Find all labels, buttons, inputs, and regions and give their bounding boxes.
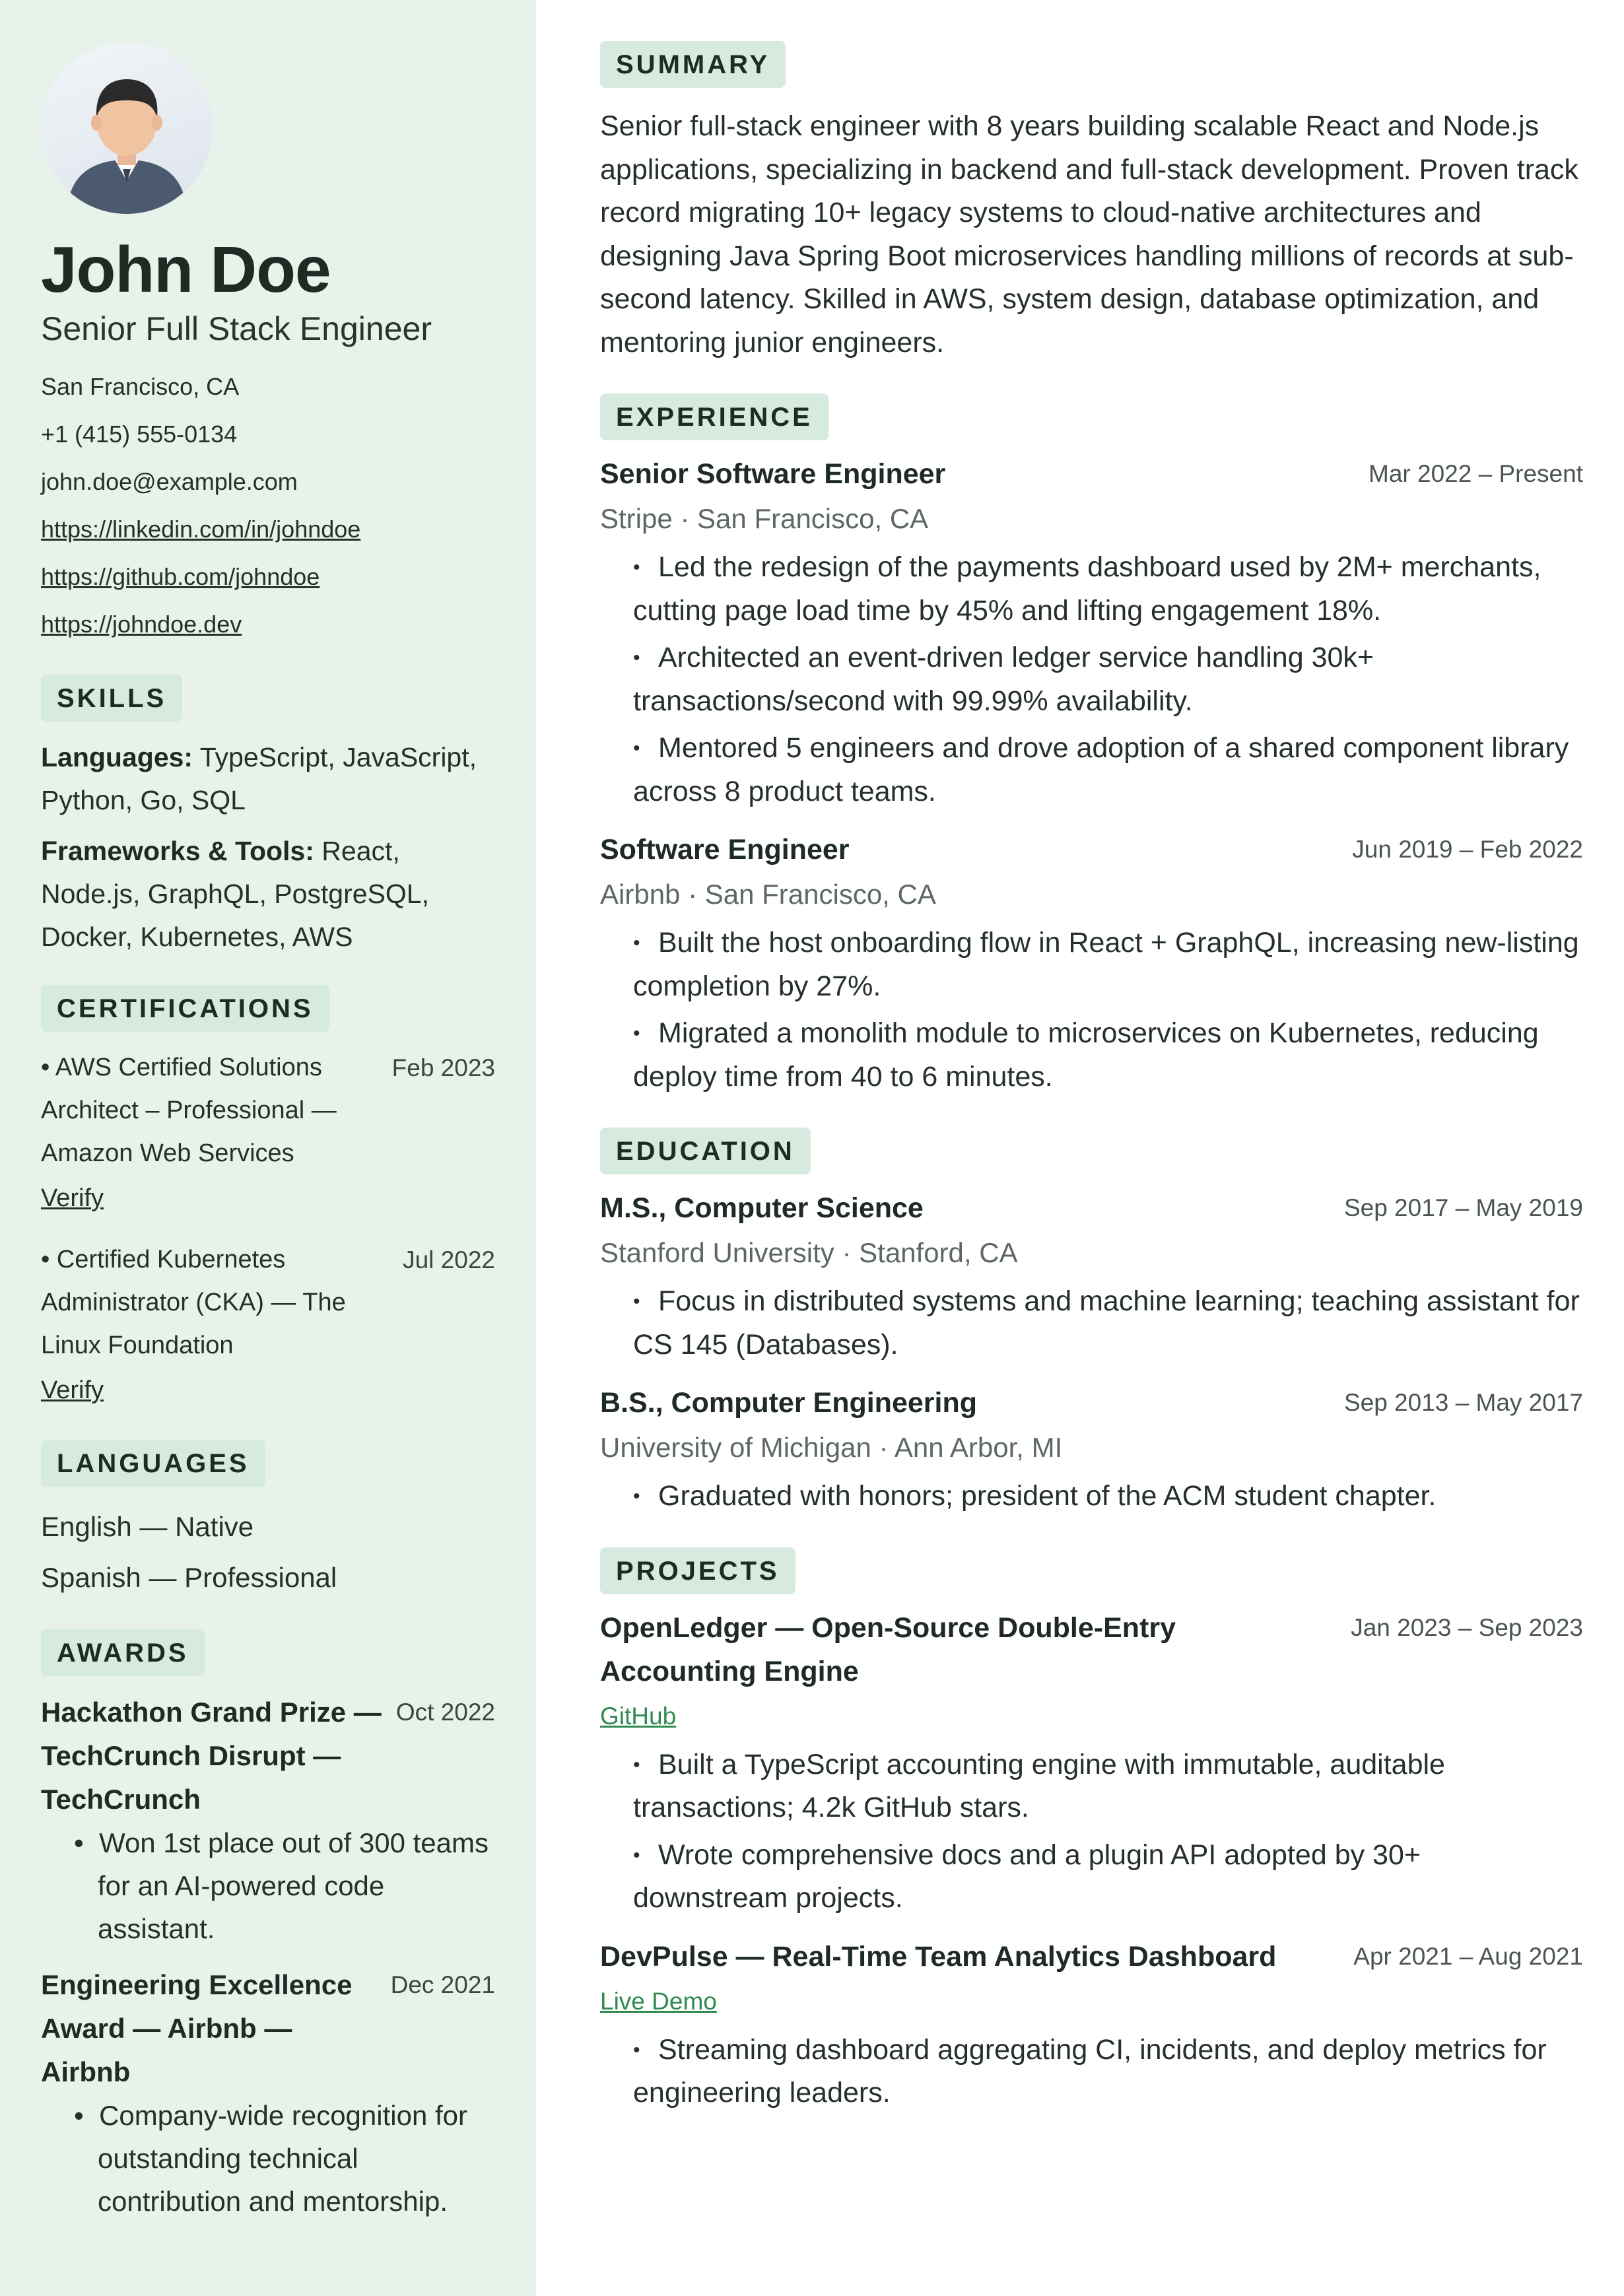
avatar xyxy=(41,42,213,214)
section-heading: EXPERIENCE xyxy=(600,393,829,440)
section-heading: SUMMARY xyxy=(600,41,786,88)
person-name: John Doe xyxy=(41,233,331,306)
certification-item xyxy=(41,1046,495,1221)
bullet-glyph: • xyxy=(633,1485,640,1507)
language-item: English — Native xyxy=(41,1510,254,1542)
bullet-glyph: • xyxy=(74,2099,84,2131)
bullet-list xyxy=(600,1743,1583,1920)
certification-date: Feb 2023 xyxy=(391,1054,495,1081)
date-range: Sep 2017 – May 2019 xyxy=(1343,1194,1583,1221)
award-bullet xyxy=(41,2094,495,2223)
job-role: Software Engineer xyxy=(600,834,850,865)
verify-link[interactable]: Verify xyxy=(41,1376,104,1404)
skill-group-label: Languages: xyxy=(41,741,193,772)
date-range: Jun 2019 – Feb 2022 xyxy=(1352,836,1583,863)
award-bullet xyxy=(41,1821,495,1950)
bullet-item xyxy=(600,1834,1583,1920)
bullet-item xyxy=(600,546,1583,632)
company: Stripe · San Francisco, CA xyxy=(600,503,929,534)
bullet-text: Led the redesign of the payments dashboard used by 2M+ merchants, cutting page load time by 45% and lifting engagement 18%. xyxy=(633,551,1541,626)
project-item xyxy=(600,1606,1583,1920)
section-heading: CERTIFICATIONS xyxy=(41,985,329,1032)
bullet-list xyxy=(600,922,1583,1098)
bullet-list xyxy=(600,1280,1583,1367)
education-item xyxy=(600,1186,1583,1367)
skill-group-value: TypeScript, JavaScript, Python, Go, SQL xyxy=(41,741,477,815)
bullet-text: Focus in distributed systems and machine learning; teaching assistant for CS 145 (Databases). xyxy=(633,1285,1580,1361)
bullet-list xyxy=(600,2029,1583,2115)
verify-link[interactable]: Verify xyxy=(41,1184,104,1212)
section-heading: EDUCATION xyxy=(600,1128,811,1174)
bullet-item xyxy=(600,1012,1583,1098)
section-heading: SKILLS xyxy=(41,675,182,722)
date-range: Apr 2021 – Aug 2021 xyxy=(1353,1942,1583,1970)
school: Stanford University · Stanford, CA xyxy=(600,1237,1018,1268)
bullet-text: Streaming dashboard aggregating CI, incidents, and deploy metrics for engineering leaders. xyxy=(633,2033,1547,2109)
github-link[interactable]: https://github.com/johndoe xyxy=(41,562,320,590)
bullet-glyph: • xyxy=(633,2039,640,2061)
main-content xyxy=(536,0,1624,2296)
certification-name: • Certified Kubernetes Administrator (CKA) — The Linux Foundation xyxy=(41,1245,346,1359)
award-date: Oct 2022 xyxy=(395,1698,495,1726)
project-title: DevPulse — Real-Time Team Analytics Dashboard xyxy=(600,1940,1277,1973)
education-item xyxy=(600,1381,1583,1518)
bullet-list xyxy=(600,546,1583,813)
award-description: Won 1st place out of 300 teams for an AI-powered code assistant. xyxy=(98,1827,489,1944)
certifications-section xyxy=(41,985,495,1413)
bullet-glyph: • xyxy=(633,647,640,669)
section-heading: AWARDS xyxy=(41,1629,205,1676)
bullet-glyph: • xyxy=(633,1291,640,1312)
avatar-person-icon xyxy=(41,42,213,214)
live-demo-link[interactable]: Live Demo xyxy=(600,1987,717,2015)
experience-item xyxy=(600,452,1583,813)
bullet-glyph: • xyxy=(633,1753,640,1776)
languages-section xyxy=(41,1440,495,1603)
sidebar xyxy=(0,0,536,2296)
bullet-text: Mentored 5 engineers and drove adoption of a shared component library across 8 product teams. xyxy=(633,732,1569,807)
summary-text: Senior full-stack engineer with 8 years building scalable React and Node.js applications, specializing in backend and full-stack development. Proven track record migrating 10+ legacy systems to cloud-native architectures and designing Java Spring Boot microservices handling millions of records at sub-second latency. Skilled in AWS, system design, database optimization, and mentoring junior engineers. xyxy=(600,110,1578,358)
bullet-text: Built a TypeScript accounting engine with immutable, auditable transactions; 4.2k GitHub stars. xyxy=(633,1748,1445,1823)
bullet-glyph: • xyxy=(633,1023,640,1044)
bullet-glyph: • xyxy=(74,1827,84,1858)
bullet-text: Migrated a monolith module to microservices on Kubernetes, reducing deploy time from 40 to 6 minutes. xyxy=(633,1017,1539,1093)
company: Airbnb · San Francisco, CA xyxy=(600,879,936,910)
bullet-item xyxy=(600,1475,1583,1518)
language-item: Spanish — Professional xyxy=(41,1561,337,1593)
award-item xyxy=(41,1963,495,2223)
summary-section xyxy=(600,41,1583,364)
website-link[interactable]: https://johndoe.dev xyxy=(41,610,242,638)
job-role: Senior Software Engineer xyxy=(600,458,946,490)
skill-group xyxy=(41,736,495,822)
experience-item xyxy=(600,828,1583,1098)
degree: M.S., Computer Science xyxy=(600,1192,924,1224)
linkedin-link[interactable]: https://linkedin.com/in/johndoe xyxy=(41,515,361,543)
bullet-text: Built the host onboarding flow in React + GraphQL, increasing new-listing completion by 27%. xyxy=(633,927,1579,1002)
bullet-list xyxy=(600,1475,1583,1518)
phone: +1 (415) 555-0134 xyxy=(41,420,238,448)
bullet-glyph: • xyxy=(633,737,640,759)
bullet-item xyxy=(600,2029,1583,2115)
skill-group-value: React, Node.js, GraphQL, PostgreSQL, Docker, Kubernetes, AWS xyxy=(41,835,429,952)
bullet-text: Architected an event-driven ledger service handling 30k+ transactions/second with 99.99% availability. xyxy=(633,642,1374,717)
bullet-glyph: • xyxy=(633,932,640,954)
certification-date: Jul 2022 xyxy=(403,1246,495,1273)
certification-item xyxy=(41,1238,495,1413)
bullet-item xyxy=(600,636,1583,723)
degree: B.S., Computer Engineering xyxy=(600,1387,977,1419)
bullet-item xyxy=(600,727,1583,813)
github-project-link[interactable]: GitHub xyxy=(600,1702,677,1730)
awards-section xyxy=(41,1629,495,2223)
bullet-item xyxy=(600,1743,1583,1830)
bullet-text: Wrote comprehensive docs and a plugin API adopted by 30+ downstream projects. xyxy=(633,1839,1421,1914)
section-heading: PROJECTS xyxy=(600,1547,795,1594)
bullet-glyph: • xyxy=(633,557,640,578)
skills-section xyxy=(41,675,495,959)
award-title: Engineering Excellence Award — Airbnb — Airbnb xyxy=(41,1969,353,2087)
date-range: Jan 2023 – Sep 2023 xyxy=(1351,1613,1583,1641)
experience-section xyxy=(600,393,1583,1098)
job-title: Senior Full Stack Engineer xyxy=(41,310,432,347)
date-range: Mar 2022 – Present xyxy=(1369,460,1583,487)
award-description: Company-wide recognition for outstanding technical contribution and mentorship. xyxy=(98,2099,467,2217)
location: San Francisco, CA xyxy=(41,372,240,400)
award-date: Dec 2021 xyxy=(390,1971,495,1998)
award-title: Hackathon Grand Prize — TechCrunch Disrupt — TechCrunch xyxy=(41,1696,382,1815)
project-title: OpenLedger — Open-Source Double-Entry Accounting Engine xyxy=(600,1611,1176,1687)
bullet-text: Graduated with honors; president of the ACM student chapter. xyxy=(658,1480,1437,1512)
skill-group-label: Frameworks & Tools: xyxy=(41,835,314,866)
bullet-item xyxy=(600,1280,1583,1367)
bullet-glyph: • xyxy=(633,1844,640,1866)
award-item xyxy=(41,1691,495,1950)
projects-section xyxy=(600,1547,1583,2115)
section-heading: LANGUAGES xyxy=(41,1440,265,1487)
certification-name: • AWS Certified Solutions Architect – Professional — Amazon Web Services xyxy=(41,1053,337,1167)
school: University of Michigan · Ann Arbor, MI xyxy=(600,1432,1063,1463)
email[interactable]: john.doe@example.com xyxy=(41,467,298,495)
bullet-item xyxy=(600,922,1583,1008)
date-range: Sep 2013 – May 2017 xyxy=(1343,1389,1583,1416)
education-section xyxy=(600,1128,1583,1518)
skill-group xyxy=(41,830,495,959)
project-item xyxy=(600,1935,1583,2115)
